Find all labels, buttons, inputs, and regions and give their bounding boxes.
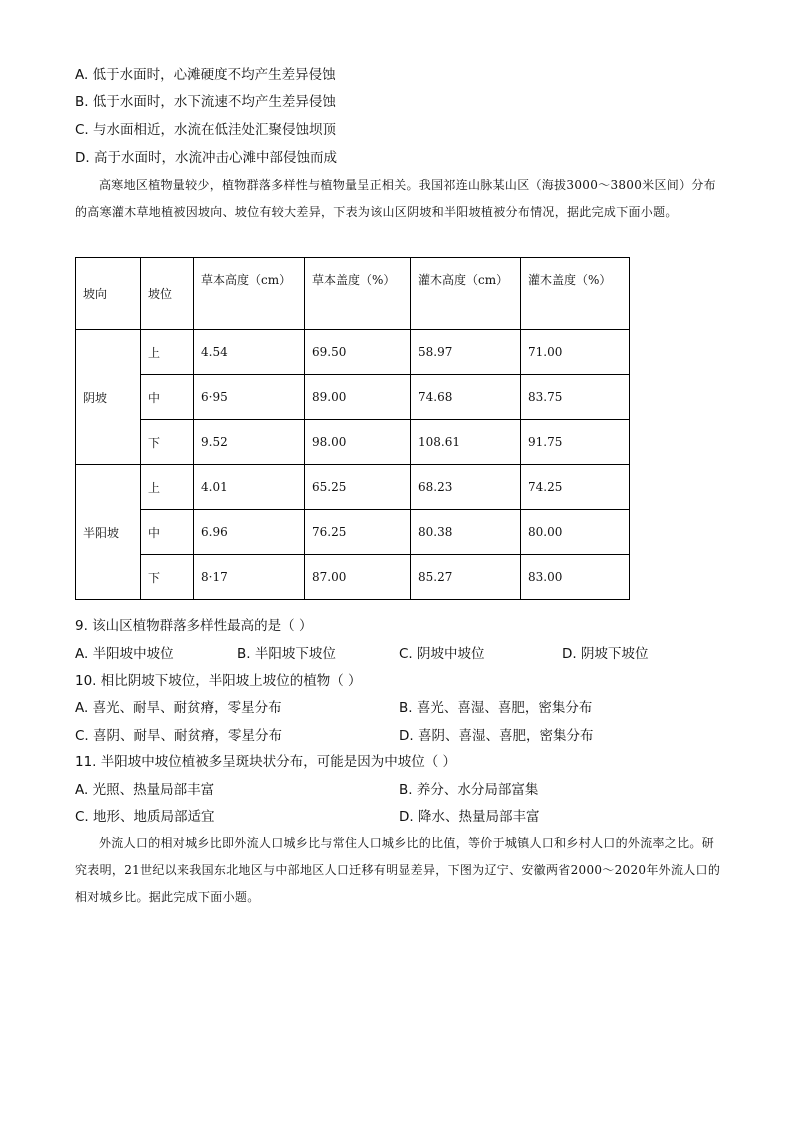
position-cell: 下: [141, 420, 194, 465]
value-cell: 9.52: [194, 420, 305, 465]
question-11-option-a[interactable]: A. 光照、热量局部丰富: [75, 782, 215, 798]
question-10-option-c[interactable]: C. 喜阴、耐旱、耐贫瘠，零星分布: [75, 728, 283, 744]
header-shrub-height: 灌木高度（cm）: [411, 258, 521, 330]
intro-paragraph-2: 外流人口的相对城乡比即外流人口城乡比与常住人口城乡比的比值，等价于城镇人口和乡村人口的外流率之比。研究表明，21世纪以来我国东北地区与中部地区人口迁移有明显差异，下图为辽宁、安徽两省2000～2020年外流人口的相对城乡比。据此完成下面小题。: [75, 836, 721, 904]
aspect-cell: 阴坡: [76, 330, 141, 465]
question-11-option-d[interactable]: D. 降水、热量局部丰富: [399, 809, 540, 825]
value-cell: 76.25: [305, 510, 411, 555]
value-cell: 98.00: [305, 420, 411, 465]
question-10-option-d[interactable]: D. 喜阴、喜湿、喜肥，密集分布: [399, 728, 594, 744]
table-row: [76, 420, 630, 465]
header-herb-height: 草本高度（cm）: [194, 258, 305, 330]
value-cell: 87.00: [305, 555, 411, 600]
question-9-option-a[interactable]: A. 半阳坡中坡位: [75, 646, 174, 662]
table-row: [76, 510, 630, 555]
question-9-option-c[interactable]: C. 阴坡中坡位: [399, 646, 485, 662]
value-cell: 91.75: [521, 420, 630, 465]
prev-option-d: D. 高于水面时，水流冲击心滩中部侵蚀而成: [75, 150, 337, 166]
table-row: [76, 555, 630, 600]
value-cell: 6.96: [194, 510, 305, 555]
value-cell: 108.61: [411, 420, 521, 465]
question-10-option-a[interactable]: A. 喜光、耐旱、耐贫瘠，零星分布: [75, 700, 282, 716]
table-row: [76, 465, 630, 510]
value-cell: 80.00: [521, 510, 630, 555]
prev-option-a: A. 低于水面时，心滩硬度不均产生差异侵蚀: [75, 67, 336, 83]
value-cell: 69.50: [305, 330, 411, 375]
question-11-option-c[interactable]: C. 地形、地质局部适宜: [75, 809, 215, 825]
value-cell: 4.01: [194, 465, 305, 510]
value-cell: 74.68: [411, 375, 521, 420]
value-cell: 65.25: [305, 465, 411, 510]
position-cell: 上: [141, 465, 194, 510]
question-10-option-b[interactable]: B. 喜光、喜湿、喜肥，密集分布: [399, 700, 593, 716]
question-9-option-b[interactable]: B. 半阳坡下坡位: [237, 646, 336, 662]
value-cell: 74.25: [521, 465, 630, 510]
header-herb-cover: 草本盖度（%）: [305, 258, 411, 330]
value-cell: 85.27: [411, 555, 521, 600]
intro-paragraph: 高寒地区植物量较少，植物群落多样性与植物量呈正相关。我国祁连山脉某山区（海拔3000～3800米区间）分布的高寒灌木草地植被因坡向、坡位有较大差异，下表为该山区阴坡和半阳坡植被分布情况，据此完成下面小题。: [75, 178, 716, 219]
value-cell: 8·17: [194, 555, 305, 600]
aspect-cell: 半阳坡: [76, 465, 141, 600]
position-cell: 上: [141, 330, 194, 375]
header-shrub-cover: 灌木盖度（%）: [521, 258, 630, 330]
header-aspect: 坡向: [76, 258, 141, 330]
prev-option-b: B. 低于水面时，水下流速不均产生差异侵蚀: [75, 94, 336, 110]
value-cell: 83.00: [521, 555, 630, 600]
position-cell: 中: [141, 375, 194, 420]
question-9-option-d[interactable]: D. 阴坡下坡位: [562, 646, 649, 662]
question-10-stem: 10. 相比阴坡下坡位，半阳坡上坡位的植物（ ）: [75, 673, 362, 689]
table-row: [76, 330, 630, 375]
table-row: [76, 375, 630, 420]
value-cell: 80.38: [411, 510, 521, 555]
vegetation-table: [75, 257, 630, 600]
value-cell: 6·95: [194, 375, 305, 420]
question-9-stem: 9. 该山区植物群落多样性最高的是（ ）: [75, 618, 313, 634]
prev-option-c: C. 与水面相近，水流在低洼处汇聚侵蚀坝顶: [75, 122, 337, 138]
value-cell: 4.54: [194, 330, 305, 375]
question-11-option-b[interactable]: B. 养分、水分局部富集: [399, 782, 539, 798]
header-position: 坡位: [141, 258, 194, 330]
position-cell: 下: [141, 555, 194, 600]
value-cell: 89.00: [305, 375, 411, 420]
value-cell: 71.00: [521, 330, 630, 375]
position-cell: 中: [141, 510, 194, 555]
value-cell: 58.97: [411, 330, 521, 375]
question-11-stem: 11. 半阳坡中坡位植被多呈斑块状分布，可能是因为中坡位（ ）: [75, 754, 457, 770]
value-cell: 68.23: [411, 465, 521, 510]
table-header-row: [76, 258, 630, 330]
value-cell: 83.75: [521, 375, 630, 420]
